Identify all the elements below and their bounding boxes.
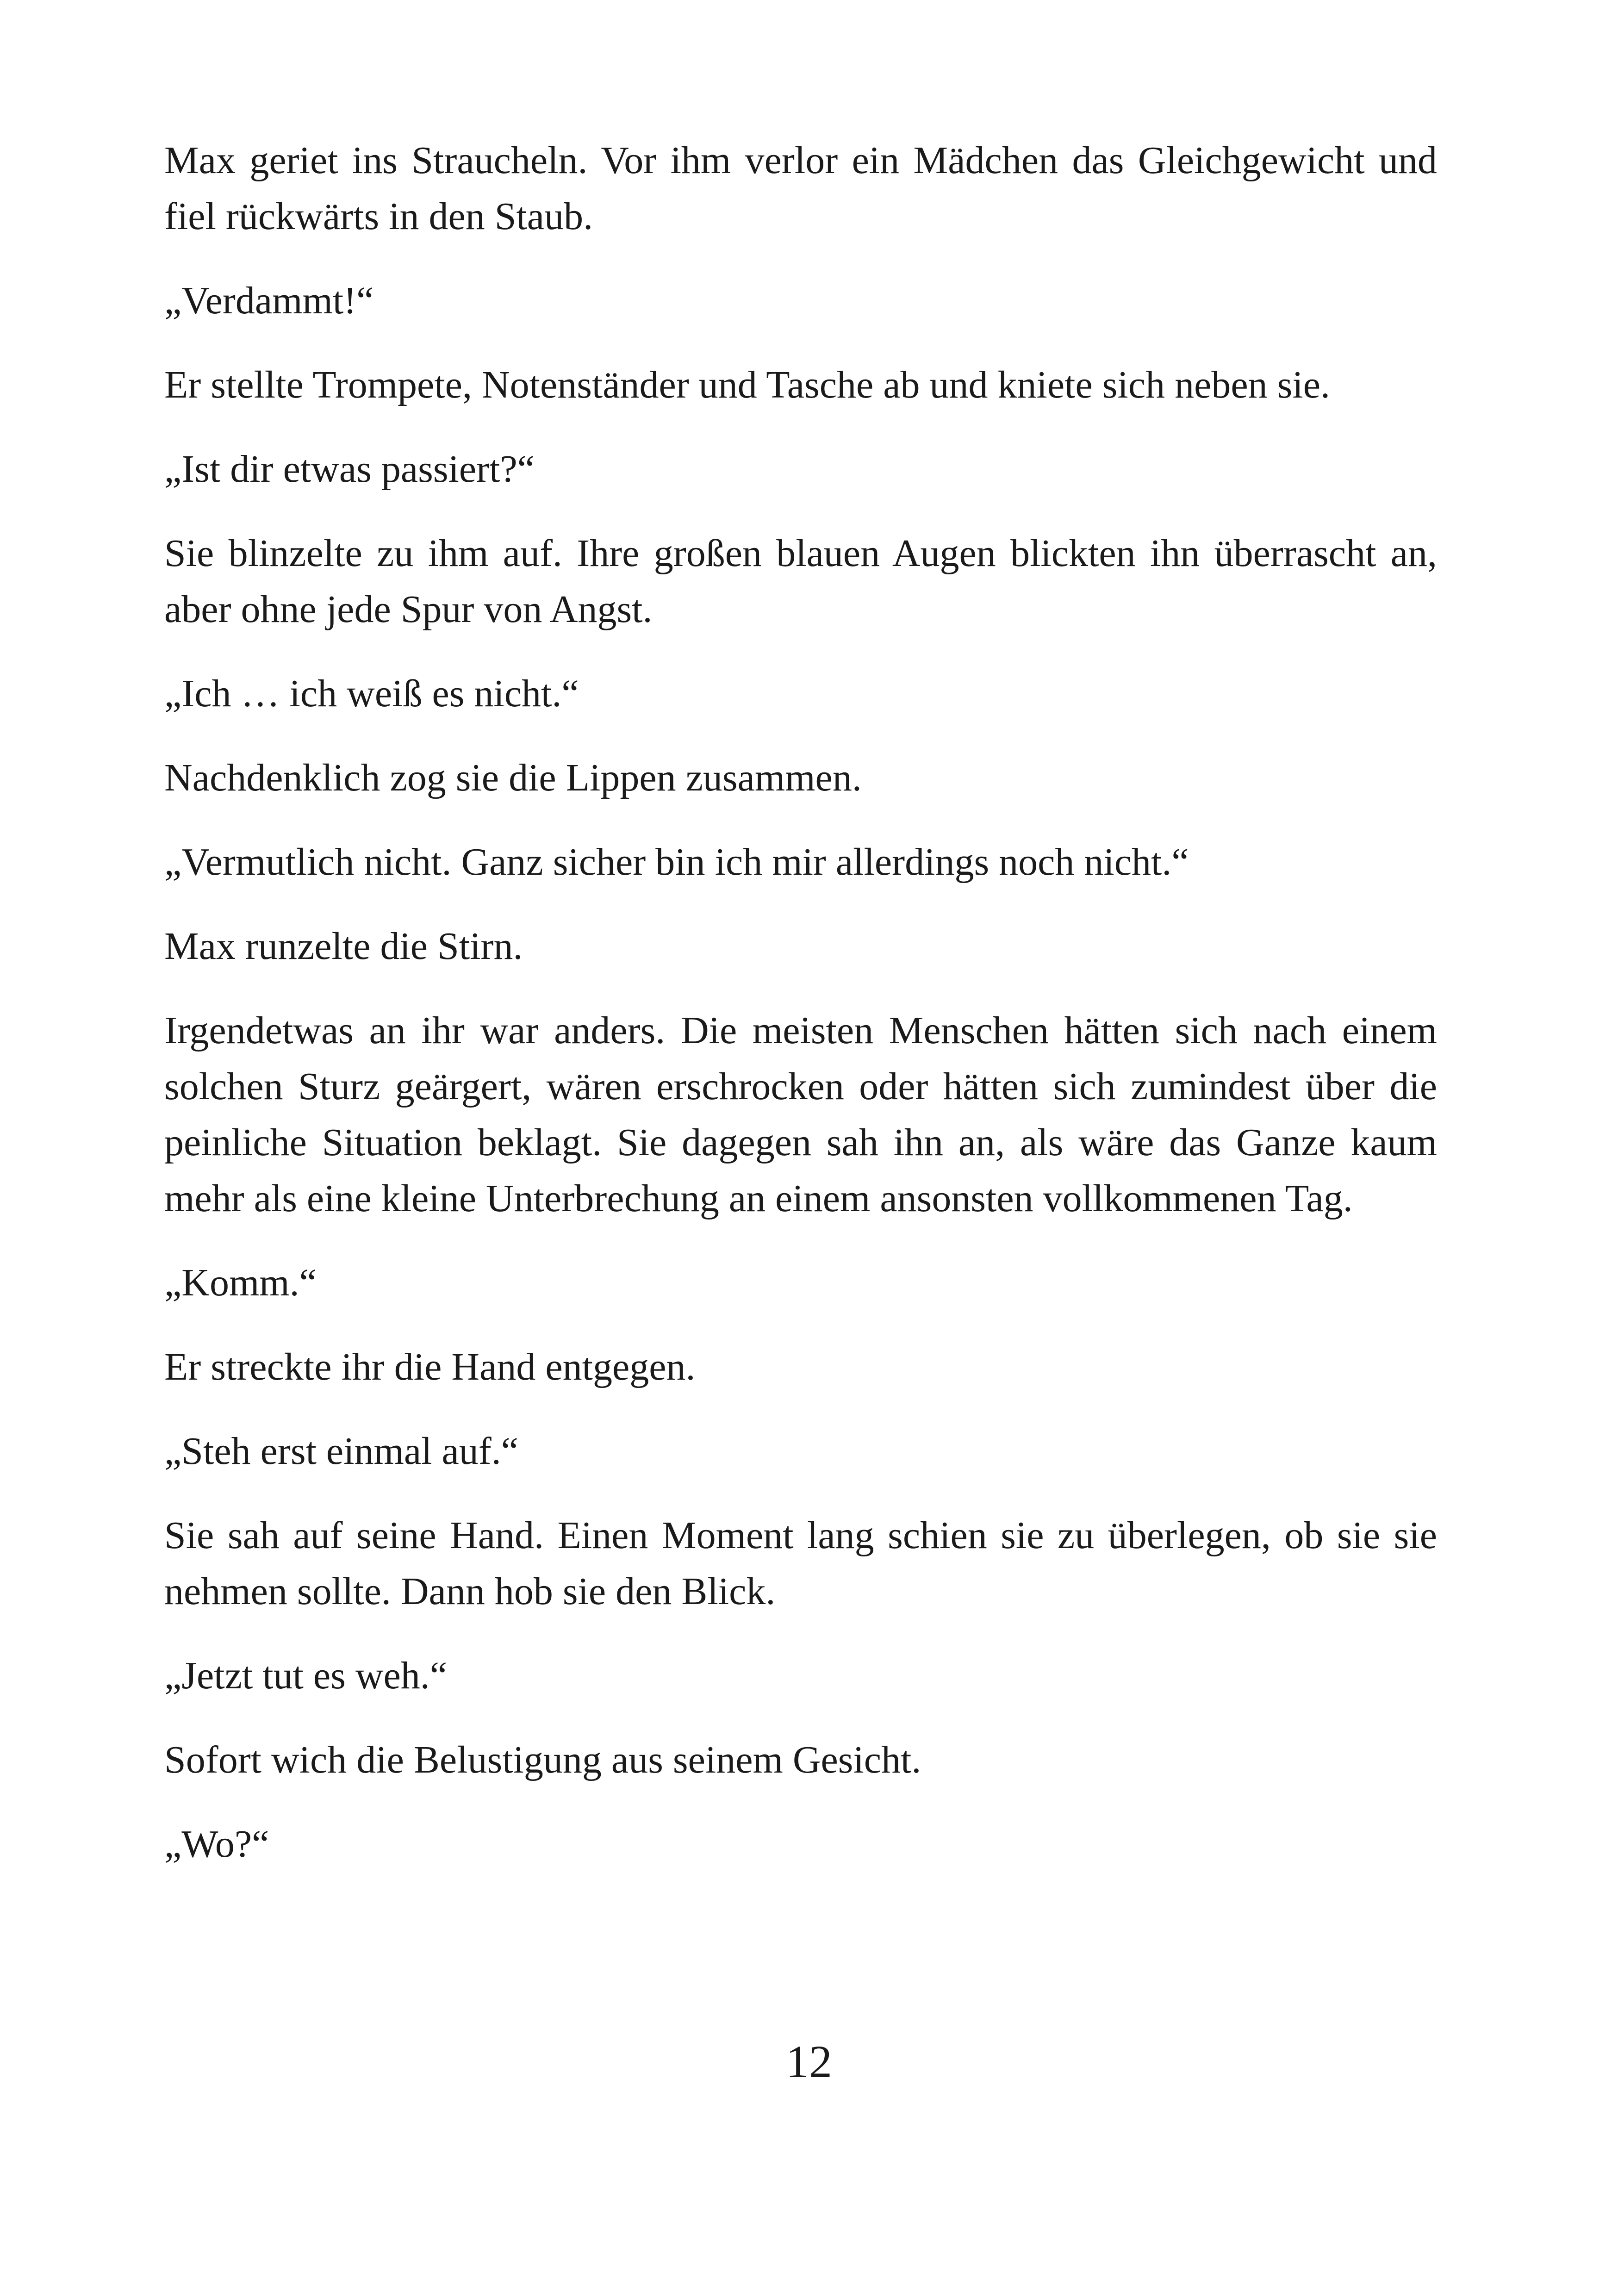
page-body xyxy=(164,132,1437,1900)
paragraph: „Ich … ich weiß es nicht.“ xyxy=(164,672,579,715)
paragraph: „Steh erst einmal auf.“ xyxy=(164,1430,519,1473)
paragraph: Sie blinzelte zu ihm auf. Ihre großen blauen Augen blickten ihn überrascht an, aber ohne jede Spur von Angst. xyxy=(164,532,1437,631)
paragraph: „Wo?“ xyxy=(164,1823,269,1866)
paragraph: Er stellte Trompete, Notenständer und Tasche ab und kniete sich neben sie. xyxy=(164,363,1330,406)
paragraph: „Ist dir etwas passiert?“ xyxy=(164,448,535,491)
paragraph: Er streckte ihr die Hand entgegen. xyxy=(164,1345,696,1388)
paragraph: Max geriet ins Straucheln. Vor ihm verlor ein Mädchen das Gleichgewicht und fiel rückwärts in den Staub. xyxy=(164,139,1437,238)
paragraph: „Jetzt tut es weh.“ xyxy=(164,1654,448,1697)
page-number: 12 xyxy=(786,2036,832,2087)
paragraph: Max runzelte die Stirn. xyxy=(164,925,523,968)
paragraph: „Vermutlich nicht. Ganz sicher bin ich mir allerdings noch nicht.“ xyxy=(164,840,1189,884)
paragraph: „Verdammt!“ xyxy=(164,279,374,322)
paragraph: Nachdenklich zog sie die Lippen zusammen. xyxy=(164,756,862,799)
paragraph: Sofort wich die Belustigung aus seinem Gesicht. xyxy=(164,1738,921,1781)
paragraph: Irgendetwas an ihr war anders. Die meisten Menschen hätten sich nach einem solchen Sturz geärgert, wären erschrocken oder hätten sich zumindest über die peinliche Situation beklagt. Sie dagegen sah ihn an, als wäre das Ganze kaum mehr als eine kleine Unterbrechung an einem ansonsten vollkommenen Tag. xyxy=(164,1009,1437,1220)
paragraph: „Komm.“ xyxy=(164,1261,317,1304)
paragraph: Sie sah auf seine Hand. Einen Moment lang schien sie zu überlegen, ob sie sie nehmen sollte. Dann hob sie den Blick. xyxy=(164,1514,1437,1613)
